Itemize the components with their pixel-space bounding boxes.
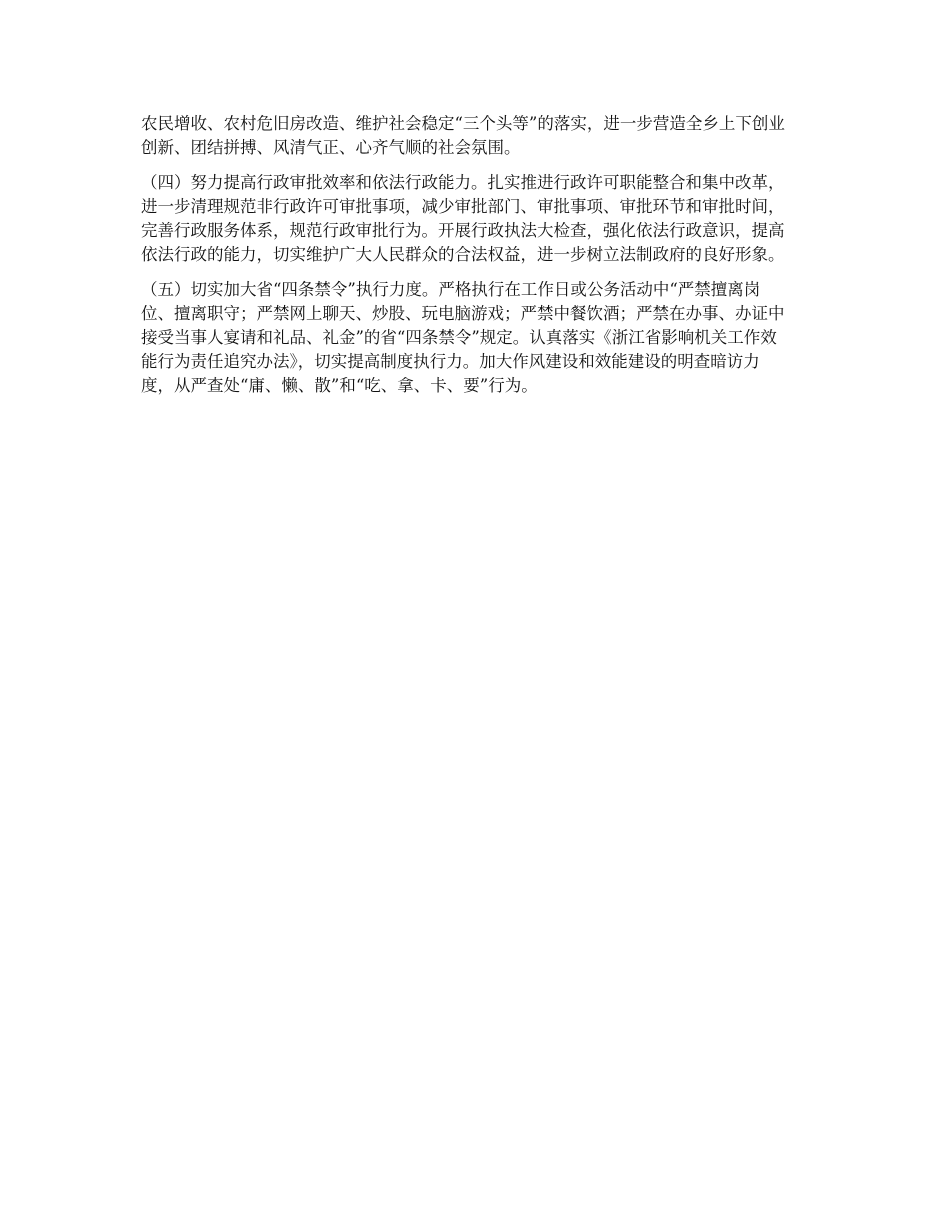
paragraph-rural-development [141, 112, 811, 160]
text-line: （五）切实加大省“四条禁令”执行力度。严格执行在工作日或公务活动中“严禁擅离岗 [141, 280, 761, 299]
text-line: 创新、团结拼搏、风清气正、心齐气顺的社会氛围。 [141, 138, 521, 157]
text-line: 完善行政服务体系，规范行政审批行为。开展行政执法大检查，强化依法行政意识，提高 [141, 221, 785, 240]
paragraph-administrative-approval [141, 171, 811, 267]
text-line: 位、擅离职守；严禁网上聊天、炒股、玩电脑游戏；严禁中餐饮酒；严禁在办事、办证中 [141, 304, 785, 323]
text-line: 度，从严查处“庸、懒、散”和“吃、拿、卡、要”行为。 [141, 376, 538, 395]
text-line: 进一步清理规范非行政许可审批事项，减少审批部门、审批事项、审批环节和审批时间， [141, 197, 785, 216]
paragraph-four-prohibitions [141, 278, 811, 398]
text-line: （四）努力提高行政审批效率和依法行政能力。扎实推进行政许可职能整合和集中改革， [141, 173, 785, 192]
text-line: 农民增收、农村危旧房改造、维护社会稳定“三个头等”的落实，进一步营造全乡上下创业 [141, 114, 785, 133]
text-line: 依法行政的能力，切实维护广大人民群众的合法权益，进一步树立法制政府的良好形象。 [141, 245, 785, 264]
text-line: 能行为责任追究办法》，切实提高制度执行力。加大作风建设和效能建设的明查暗访力 [141, 352, 760, 371]
document-body [141, 112, 811, 409]
text-line: 接受当事人宴请和礼品、礼金”的省“四条禁令”规定。认真落实《浙江省影响机关工作效 [141, 328, 777, 347]
